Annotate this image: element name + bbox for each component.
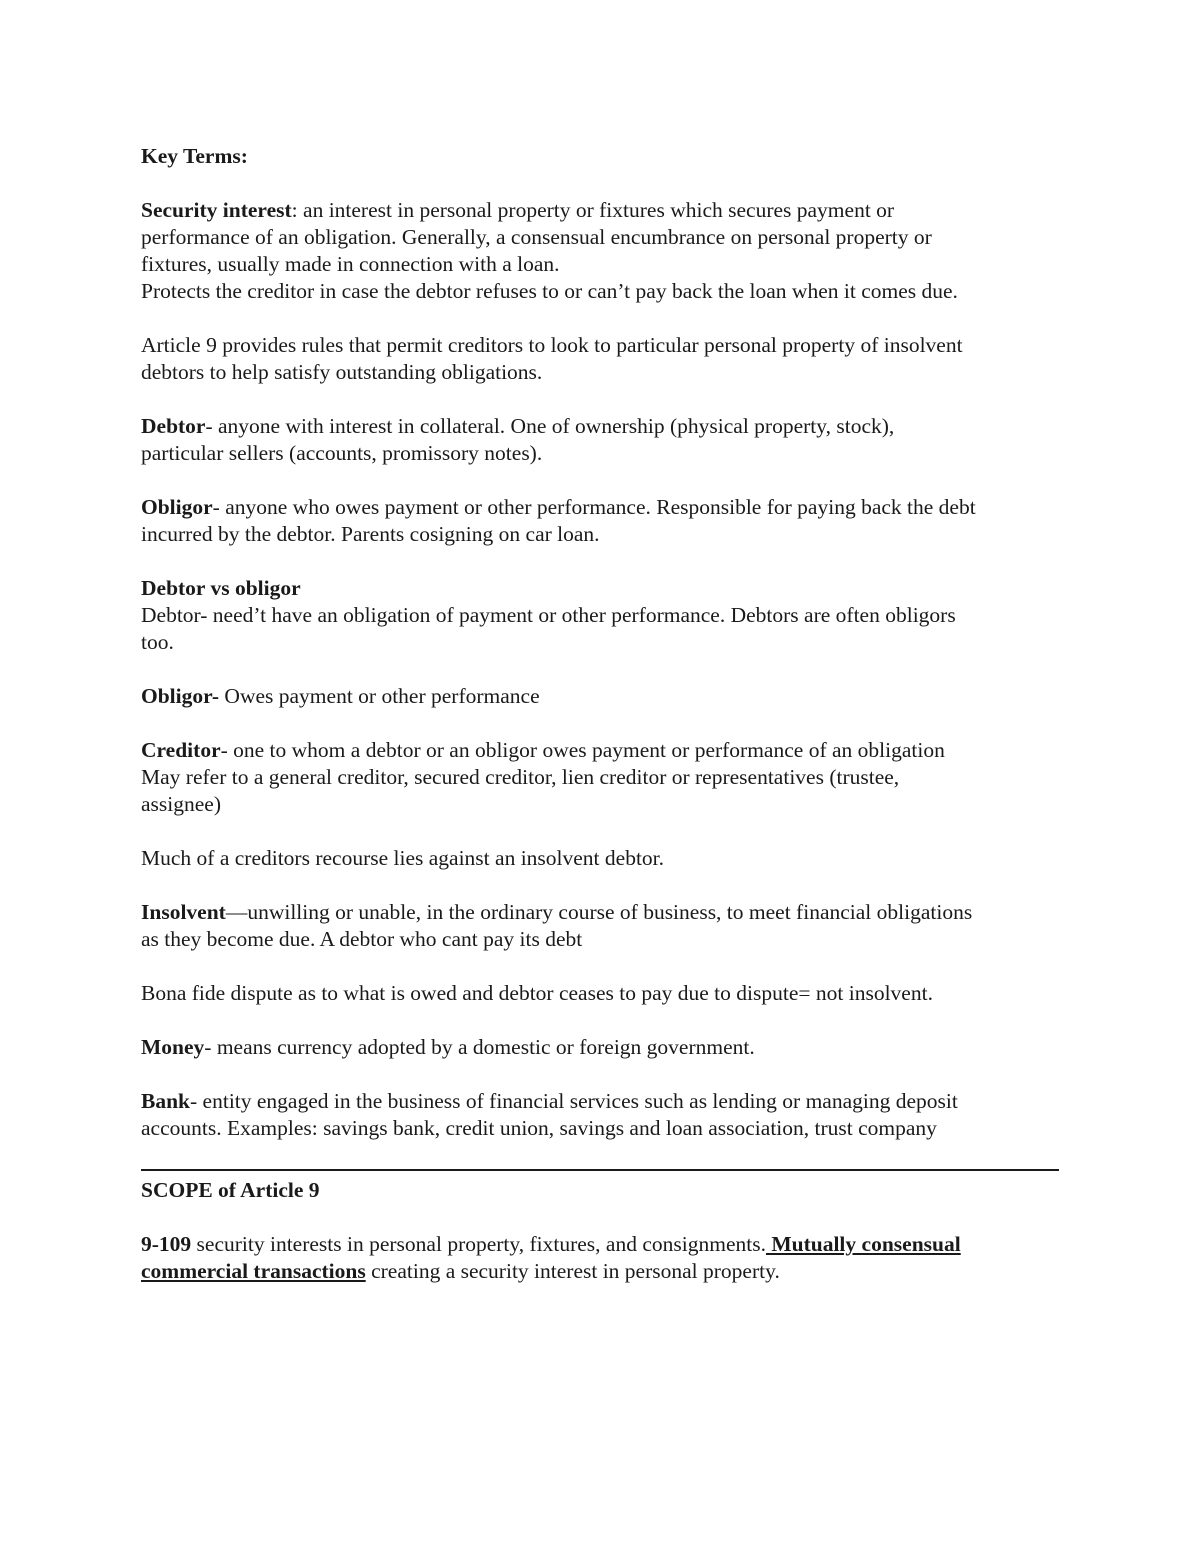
- section-9-109-line-1: 9-109 security interests in personal property, fixtures, and consignments. Mutually consensual: [141, 1232, 961, 1256]
- obligor-definition: [141, 494, 1061, 548]
- creditor-term: Creditor: [141, 738, 221, 762]
- horizontal-divider: [141, 1169, 1059, 1171]
- security-interest-term: Security interest: [141, 198, 292, 222]
- security-interest-line-3: fixtures, usually made in connection with a loan.: [141, 252, 560, 276]
- scope-heading: SCOPE of Article 9: [141, 1178, 320, 1202]
- section-9-109-line-2: commercial transactions creating a security interest in personal property.: [141, 1259, 780, 1283]
- creditor-line-3: assignee): [141, 792, 221, 816]
- bank-definition: [141, 1088, 1061, 1142]
- debtor-line-2: particular sellers (accounts, promissory notes).: [141, 441, 543, 465]
- section-code: 9-109: [141, 1232, 192, 1256]
- insolvent-term: Insolvent: [141, 900, 226, 924]
- key-terms-heading: Key Terms:: [141, 144, 248, 168]
- bank-term: Bank: [141, 1089, 191, 1113]
- creditor-line-2: May refer to a general creditor, secured creditor, lien creditor or representatives (trustee,: [141, 765, 900, 789]
- section-9-109: [141, 1231, 1061, 1285]
- debtor-line-1: Debtor- anyone with interest in collateral. One of ownership (physical property, stock),: [141, 414, 895, 438]
- insolvent-definition: [141, 899, 1061, 953]
- debtor-term: Debtor: [141, 414, 206, 438]
- bank-line-2: accounts. Examples: savings bank, credit union, savings and loan association, trust company: [141, 1116, 937, 1140]
- obligor-line-1: Obligor- anyone who owes payment or other performance. Responsible for paying back the debt: [141, 495, 976, 519]
- money-definition: Money- means currency adopted by a domestic or foreign government.: [141, 1035, 755, 1059]
- obligor-owes-definition: Obligor- Owes payment or other performance: [141, 684, 540, 708]
- recourse-paragraph: Much of a creditors recourse lies against an insolvent debtor.: [141, 846, 665, 870]
- insolvent-line-1: Insolvent—unwilling or unable, in the ordinary course of business, to meet financial obligations: [141, 900, 973, 924]
- debtor-vs-obligor-line-1: Debtor- need’t have an obligation of payment or other performance. Debtors are often obligors: [141, 603, 956, 627]
- creditor-line-1: Creditor- one to whom a debtor or an obligor owes payment or performance of an obligation: [141, 738, 945, 762]
- obligor-line-2: incurred by the debtor. Parents cosigning on car loan.: [141, 522, 600, 546]
- mutually-consensual-emphasis: Mutually consensual: [765, 1232, 961, 1256]
- article-9-paragraph: [141, 332, 1061, 386]
- security-interest-line-2: performance of an obligation. Generally, a consensual encumbrance on personal property or: [141, 225, 932, 249]
- insolvent-line-2: as they become due. A debtor who cant pay its debt: [141, 927, 583, 951]
- document-page: [141, 143, 1061, 1312]
- security-interest-definition: [141, 197, 1061, 305]
- bank-line-1: Bank- entity engaged in the business of financial services such as lending or managing deposit: [141, 1089, 958, 1113]
- bona-fide-paragraph: Bona fide dispute as to what is owed and debtor ceases to pay due to dispute= not insolvent.: [141, 981, 933, 1005]
- debtor-vs-obligor-section: [141, 575, 1061, 656]
- debtor-vs-obligor-heading: Debtor vs obligor: [141, 576, 301, 600]
- debtor-definition: [141, 413, 1061, 467]
- article-9-line-2: debtors to help satisfy outstanding obligations.: [141, 360, 543, 384]
- commercial-transactions-emphasis: commercial transactions: [141, 1259, 366, 1283]
- creditor-definition: [141, 737, 1061, 818]
- obligor-owes-term: Obligor-: [141, 684, 220, 708]
- article-9-line-1: Article 9 provides rules that permit creditors to look to particular personal property of insolvent: [141, 333, 963, 357]
- obligor-term: Obligor: [141, 495, 213, 519]
- security-interest-line-1: Security interest: an interest in personal property or fixtures which secures payment or: [141, 198, 895, 222]
- security-interest-line-4: Protects the creditor in case the debtor refuses to or can’t pay back the loan when it comes due.: [141, 279, 958, 303]
- debtor-vs-obligor-line-2: too.: [141, 630, 174, 654]
- money-term: Money: [141, 1035, 205, 1059]
